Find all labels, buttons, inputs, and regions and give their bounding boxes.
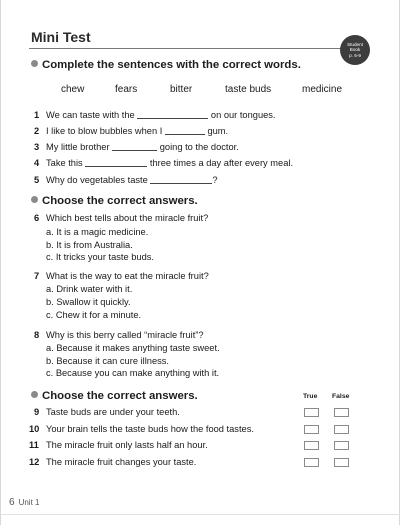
item-number: 9 (34, 407, 40, 417)
section-2-instruction-text: Choose the correct answers. (42, 195, 198, 207)
fill-item-1 (34, 109, 276, 120)
question-8 (34, 330, 204, 340)
false-checkbox[interactable] (334, 458, 349, 467)
fill-item-3 (34, 141, 239, 152)
item-number: 5 (34, 175, 40, 185)
item-text-before: We can taste with the (46, 110, 135, 120)
word-bank-item: chew (61, 84, 85, 95)
statement-text: The miracle fruit only lasts half an hour. (46, 440, 208, 450)
false-checkbox[interactable] (334, 441, 349, 450)
answer-blank[interactable] (150, 174, 212, 184)
statement-11 (29, 440, 208, 450)
statement-10 (29, 424, 254, 434)
item-number: 6 (34, 213, 40, 223)
word-bank-item: taste buds (225, 84, 272, 95)
answer-option[interactable]: c. Chew it for a minute. (46, 310, 142, 320)
statement-text: Your brain tells the taste buds how the food tastes. (46, 424, 254, 434)
item-text-after: three times a day after every meal. (149, 158, 294, 168)
answer-option[interactable]: c. It tricks your taste buds. (46, 252, 154, 262)
answer-option[interactable]: a. Drink water with it. (46, 284, 133, 294)
page-footer (9, 497, 39, 508)
bullet-icon (31, 391, 38, 398)
answer-option[interactable]: b. Because it can cure illness. (46, 356, 169, 366)
false-column-header: False (332, 393, 350, 400)
fill-item-4 (34, 157, 293, 168)
question-7 (34, 271, 209, 281)
true-checkbox[interactable] (304, 425, 319, 434)
bottom-divider (1, 514, 400, 515)
page-number: 6 (9, 497, 15, 508)
student-book-badge (340, 35, 370, 65)
question-text: Why is this berry called “miracle fruit”? (46, 330, 204, 340)
false-checkbox[interactable] (334, 425, 349, 434)
item-number: 12 (29, 457, 40, 467)
question-text: What is the way to eat the miracle fruit? (46, 271, 209, 281)
item-text-before: Why do vegetables taste (46, 175, 148, 185)
question-text: Which best tells about the miracle fruit? (46, 213, 209, 223)
section-3-instruction (31, 390, 198, 402)
answer-blank[interactable] (112, 141, 157, 151)
word-bank-item: medicine (302, 84, 343, 95)
statement-12 (29, 457, 196, 467)
word-bank (1, 84, 400, 98)
word-bank-item: bitter (170, 84, 193, 95)
fill-item-5 (34, 174, 218, 185)
answer-option[interactable]: c. Because you can make anything with it. (46, 368, 220, 378)
answer-blank[interactable] (137, 109, 208, 119)
badge-line-1: Student (347, 41, 363, 47)
badge-line-2: Book (349, 47, 361, 53)
section-1-instruction-text: Complete the sentences with the correct words. (42, 59, 301, 71)
question-6 (34, 213, 208, 223)
item-text-after: gum. (207, 126, 229, 136)
bullet-icon (31, 60, 38, 67)
true-checkbox[interactable] (304, 441, 319, 450)
fill-item-2 (34, 125, 228, 136)
item-number: 8 (34, 330, 40, 340)
statement-text: The miracle fruit changes your taste. (46, 457, 197, 467)
true-checkbox[interactable] (304, 458, 319, 467)
bullet-icon (31, 196, 38, 203)
unit-label: Unit 1 (18, 498, 40, 507)
item-text-before: Take this (46, 158, 83, 168)
item-number: 4 (34, 158, 40, 168)
page-title: Mini Test (31, 29, 91, 45)
item-number: 7 (34, 271, 40, 281)
section-3-instruction-text: Choose the correct answers. (42, 390, 198, 402)
item-text-after: ? (212, 175, 218, 185)
item-text-after: going to the doctor. (159, 142, 239, 152)
answer-blank[interactable] (85, 157, 147, 167)
item-number: 2 (34, 126, 40, 136)
item-text-after: on our tongues. (210, 110, 276, 120)
badge-line-3: p. 6-9 (349, 52, 361, 58)
item-number: 10 (29, 424, 40, 434)
answer-option[interactable]: b. It is from Australia. (46, 240, 133, 250)
statement-9 (34, 407, 180, 417)
answer-option[interactable]: a. Because it makes anything taste sweet. (46, 343, 220, 353)
word-bank-item: fears (115, 84, 138, 95)
statement-text: Taste buds are under your teeth. (46, 407, 180, 417)
section-2-instruction (31, 195, 198, 207)
true-checkbox[interactable] (304, 408, 319, 417)
false-checkbox[interactable] (334, 408, 349, 417)
section-1-instruction (31, 59, 301, 71)
item-number: 3 (34, 142, 40, 152)
answer-option[interactable]: a. It is a magic medicine. (46, 227, 149, 237)
item-text-before: I like to blow bubbles when I (46, 126, 163, 136)
item-number: 1 (34, 110, 40, 120)
answer-blank[interactable] (165, 125, 205, 135)
item-number: 11 (29, 440, 39, 450)
title-rule (29, 48, 341, 49)
answer-option[interactable]: b. Swallow it quickly. (46, 297, 131, 307)
true-column-header: True (303, 393, 318, 400)
item-text-before: My little brother (46, 142, 110, 152)
header (1, 26, 400, 58)
